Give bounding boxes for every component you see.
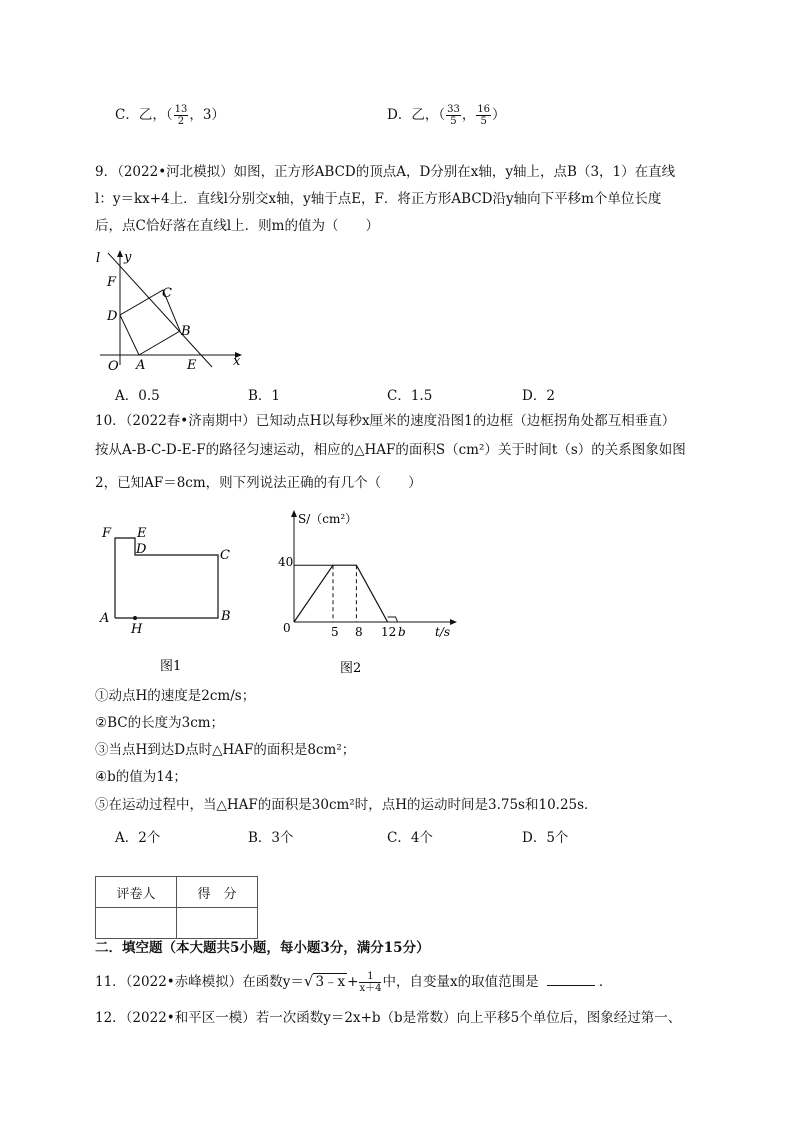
q10-line-1: 10．（2022春•济南期中）已知动点H以每秒x厘米的速度沿图1的边框（边框拐角处都互相垂直） [95, 413, 676, 429]
label-y: y [124, 250, 132, 265]
label-A: A [100, 611, 110, 626]
label-x: x [233, 354, 241, 369]
score-cell[interactable] [177, 908, 258, 939]
label-F: F [107, 275, 117, 290]
q10-figure-2 [280, 505, 470, 680]
label-D: D [136, 542, 147, 557]
q9-figure [90, 245, 260, 375]
fraction: $\frac{16}{5}$ [477, 104, 491, 127]
fraction: $\frac{13}{2}$ [174, 104, 188, 127]
x-tick-12: 12 [381, 625, 397, 639]
label-l: l [96, 251, 101, 266]
q9-line-2: l：y＝kx+4上．直线l分别交x轴，y轴于点E，F．将正方形ABCD沿y轴向下平移m个单位长度 [95, 191, 662, 207]
fraction: $\frac{1}{x+4}$ [359, 971, 382, 994]
segment-to-b [388, 617, 398, 622]
q11-answer-blank[interactable] [547, 971, 595, 986]
label-F: F [102, 526, 112, 541]
label-B: B [221, 609, 231, 624]
label-O: O [108, 359, 119, 374]
label-E: E [187, 358, 197, 373]
q10-figure-1 [95, 520, 245, 680]
q9-option-b[interactable]: B．1 [248, 388, 281, 404]
y-axis-arrow [291, 510, 297, 517]
label-A: A [136, 358, 146, 373]
q10-option-c[interactable]: C．4个 [387, 830, 433, 846]
q8-option-c[interactable]: C．乙，（ $\frac{13}{2}$ ，3） [115, 104, 225, 127]
label-C: C [220, 548, 230, 563]
sqrt-sign: √ [303, 972, 314, 990]
label-C: C [162, 286, 172, 301]
x-tick-5: 5 [331, 625, 339, 639]
section-2-title: 二．填空题（本大题共5小题，每小题3分，满分15分） [95, 940, 430, 956]
q10-statement-1: ①动点H的速度是2cm/s； [95, 688, 256, 704]
point-h [133, 616, 137, 620]
q11: 11．（2022•赤峰模拟）在函数y＝√ 3﹣x + $\frac{1}{x+4}$ 中，自变量x的取值范围是 ． [95, 971, 613, 994]
q9-option-a[interactable]: A．0.5 [115, 388, 160, 404]
score-table [95, 876, 258, 939]
x-tick-b: b [398, 625, 406, 639]
q10-statement-3: ③当点H到达D点时△HAF的面积是8cm²； [95, 742, 356, 758]
y-tick-40: 40 [278, 555, 294, 569]
q10-statement-5: ⑤在运动过程中，当△HAF的面积是30cm²时，点H的运动时间是3.75s和10.25s． [95, 797, 598, 813]
origin-label: 0 [283, 621, 291, 635]
q10-option-d[interactable]: D．5个 [522, 830, 569, 846]
q12: 12．（2022•和平区一模）若一次函数y＝2x+b（b是常数）向上平移5个单位后，图象经过第一、 [95, 1010, 682, 1026]
y-axis-arrow [117, 250, 123, 257]
q10-option-b[interactable]: B．3个 [248, 830, 294, 846]
q10-line-2: 按从A-B-C-D-E-F的路径匀速运动，相应的△HAF的面积S（cm²）关于时间t（s）的关系图象如图 [95, 442, 686, 458]
series-line [294, 565, 388, 622]
fig1-caption: 图1 [160, 659, 182, 674]
frame-path [115, 538, 218, 618]
q9-option-c[interactable]: C．1.5 [387, 388, 433, 404]
x-tick-8: 8 [355, 625, 363, 639]
q9-line-1: 9．（2022•河北模拟）如图，正方形ABCD的顶点A，D分别在x轴，y轴上，点B（3，1）在直线 [95, 164, 676, 180]
label-D: D [107, 309, 118, 324]
q10-line-3: 2，已知AF＝8cm，则下列说法正确的有几个（ ） [95, 475, 422, 491]
x-axis-arrow [450, 619, 457, 625]
fig2-caption: 图2 [340, 661, 362, 676]
score-header-grader: 评卷人 [96, 877, 177, 908]
fraction: $\frac{33}{5}$ [447, 104, 460, 127]
q10-option-a[interactable]: A．2个 [115, 830, 161, 846]
x-axis-label: t/s [435, 625, 451, 639]
q9-option-d[interactable]: D．2 [522, 388, 555, 404]
line-l [108, 253, 212, 367]
label-E: E [137, 526, 147, 541]
label-B: B [181, 324, 191, 339]
q10-statement-2: ②BC的长度为3cm； [95, 715, 225, 731]
q9-line-3: 后，点C恰好落在直线l上．则m的值为（ ） [95, 218, 379, 234]
q10-statement-4: ④b的值为14； [95, 769, 187, 785]
q8-option-d[interactable]: D．乙，（ $\frac{33}{5}$ ， $\frac{16}{5}$ ） [387, 104, 506, 127]
grader-cell[interactable] [96, 908, 177, 939]
score-header-score: 得 分 [177, 877, 258, 908]
y-axis-label: S/（cm²） [298, 512, 358, 526]
label-H: H [131, 622, 143, 637]
